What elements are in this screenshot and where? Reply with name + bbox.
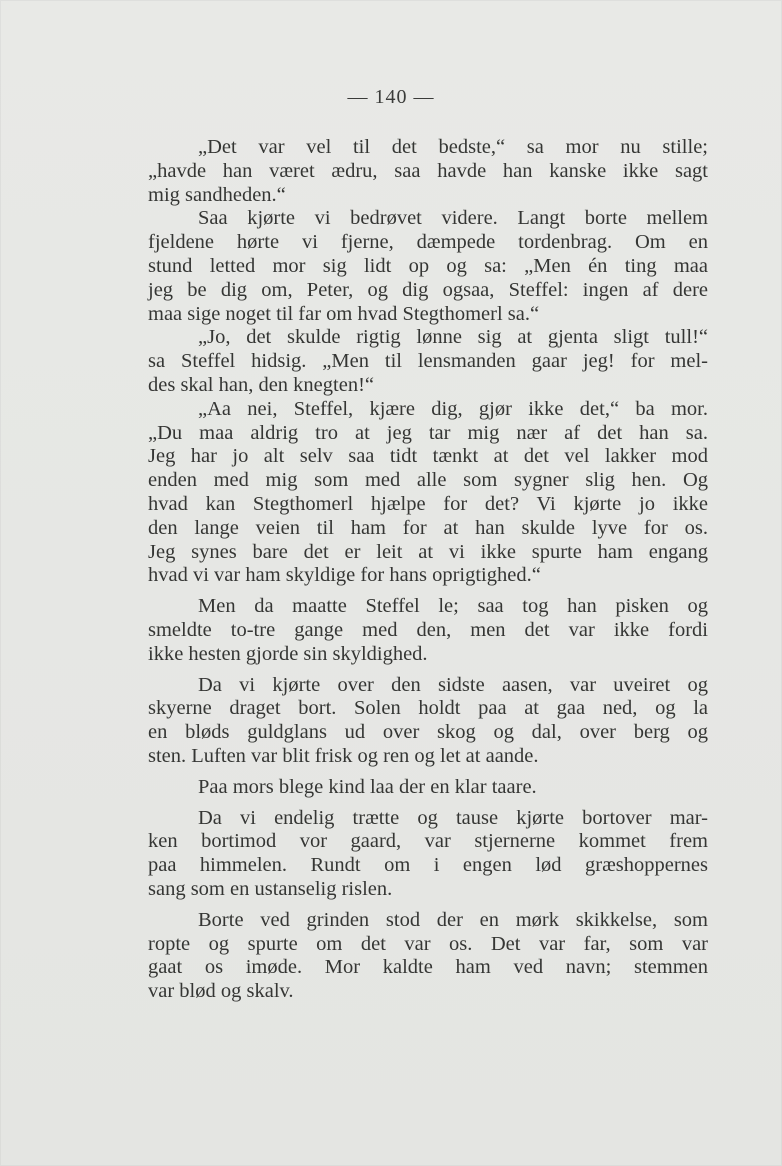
text-line: Borte ved grinden stod der en mørk skikkelse, som xyxy=(198,908,708,931)
text-line: Jeg synes bare det er leit at vi ikke spurte ham engang xyxy=(148,540,708,563)
body-text xyxy=(148,136,708,1004)
text-line: sa Steffel hidsig. „Men til lensmanden gaar jeg! for mel- xyxy=(148,350,708,373)
text-line: Jeg har jo alt selv saa tidt tænkt at det vel lakker mod xyxy=(148,445,708,468)
paragraph-2 xyxy=(148,207,708,326)
paragraph-5 xyxy=(148,595,708,666)
text-line: Da vi endelig trætte og tause kjørte bortover mar- xyxy=(198,806,708,829)
text-line: „Jo, det skulde rigtig lønne sig at gjenta sligt tull!“ xyxy=(198,326,708,349)
text-line: „Du maa aldrig tro at jeg tar mig nær af det han sa. xyxy=(148,421,708,444)
text-line: „Det var vel til det bedste,“ sa mor nu stille; xyxy=(198,136,708,158)
paragraph-8 xyxy=(148,807,708,902)
paragraph-3 xyxy=(148,326,708,397)
page-number: — 140 — xyxy=(347,86,435,108)
text-line: smeldte to-tre gange med den, men det var ikke fordi xyxy=(148,618,708,641)
text-line: Saa kjørte vi bedrøvet videre. Langt borte mellem xyxy=(198,207,708,230)
text-line: „havde han været ædru, saa havde han kanske ikke sagt xyxy=(148,159,708,182)
text-line: var blød og skalv. xyxy=(148,980,294,1003)
text-line: stund letted mor sig lidt op og sa: „Men én ting maa xyxy=(148,254,708,277)
text-line: den lange veien til ham for at han skulde lyve for os. xyxy=(148,516,708,539)
paragraph-1 xyxy=(148,136,708,207)
text-line: sten. Luften var blit frisk og ren og let at aande. xyxy=(148,744,539,767)
text-line: skyerne draget bort. Solen holdt paa at gaa ned, og la xyxy=(148,697,708,720)
text-line: mig sandheden.“ xyxy=(148,183,286,206)
text-line: ikke hesten gjorde sin skyldighed. xyxy=(148,642,428,665)
text-line: sang som en ustanselig rislen. xyxy=(148,877,393,900)
text-line: des skal han, den knegten!“ xyxy=(148,373,374,396)
text-line: Paa mors blege kind laa der en klar taare. xyxy=(198,775,537,798)
text-line: paa himmelen. Rundt om i engen lød græshoppernes xyxy=(148,854,708,877)
text-line: gaat os imøde. Mor kaldte ham ved navn; stemmen xyxy=(148,956,708,979)
text-line: fjeldene hørte vi fjerne, dæmpede tordenbrag. Om en xyxy=(148,231,708,254)
text-line: jeg be dig om, Peter, og dig ogsaa, Steffel: ingen af dere xyxy=(148,278,708,301)
text-line: Men da maatte Steffel le; saa tog han pisken og xyxy=(198,595,708,618)
text-line: enden med mig som med alle som sygner slig hen. Og xyxy=(148,469,708,492)
paragraph-6 xyxy=(148,674,708,769)
text-line: hvad vi var ham skyldige for hans oprigtighed.“ xyxy=(148,564,541,587)
text-line: maa sige noget til far om hvad Stegthomerl sa.“ xyxy=(148,302,540,325)
text-line: „Aa nei, Steffel, kjære dig, gjør ikke det,“ ba mor. xyxy=(198,397,708,420)
paragraph-9 xyxy=(148,909,708,1004)
text-line: ropte og spurte om det var os. Det var far, som var xyxy=(148,932,708,955)
text-line: Da vi kjørte over den sidste aasen, var uveiret og xyxy=(198,673,708,696)
text-line: en bløds guldglans ud over skog og dal, over berg og xyxy=(148,721,708,744)
paragraph-7 xyxy=(148,776,708,800)
paragraph-4 xyxy=(148,398,708,588)
text-line: ken bortimod vor gaard, var stjernerne kommet frem xyxy=(148,830,708,853)
text-line: hvad kan Stegthomerl hjælpe for det? Vi kjørte jo ikke xyxy=(148,492,708,515)
